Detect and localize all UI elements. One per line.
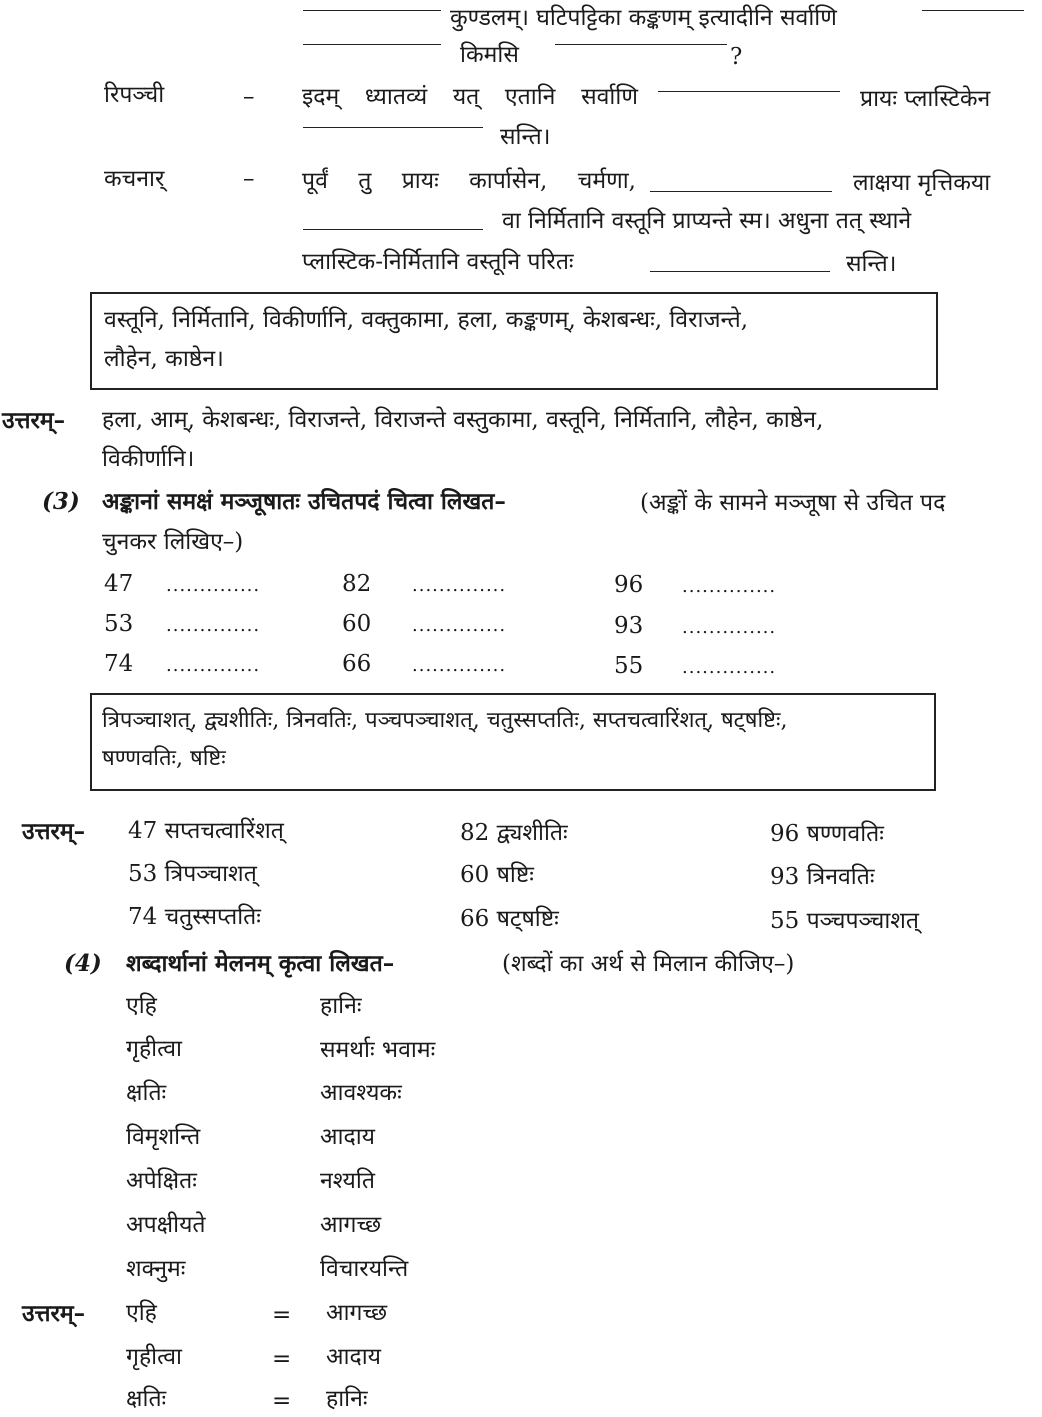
meaning-adaya: आदाय: [320, 1124, 376, 1150]
blank-9[interactable]: [650, 271, 830, 272]
equals: =: [272, 1346, 292, 1372]
ripanchvi-line-1-end: प्रायः प्लास्टिकेन: [860, 86, 991, 112]
blank-2[interactable]: [922, 10, 1024, 11]
num-96: 96: [614, 572, 644, 598]
answer-66: 66 षट्षष्टिः: [460, 906, 559, 932]
ripanchvi-line-2: सन्ति।: [500, 124, 551, 150]
word: एतानि: [504, 84, 556, 110]
dots: ..............: [682, 657, 777, 678]
word-ehi: एहि: [126, 993, 157, 1019]
word: ध्यातव्यं: [364, 84, 428, 110]
answer-label: उत्तरम्–: [22, 1300, 86, 1327]
blank-5[interactable]: [658, 91, 840, 92]
word: इदम्: [302, 84, 340, 110]
dots: ..............: [166, 615, 261, 636]
dots: ..............: [166, 575, 261, 596]
answer-93: 93 त्रिनवतिः: [770, 864, 875, 890]
blank-1[interactable]: [303, 10, 441, 11]
dots: ..............: [412, 575, 507, 596]
num-93: 93: [614, 613, 644, 639]
answer-word: एहि: [126, 1300, 157, 1326]
answer-96: 96 षण्णवतिः: [770, 821, 884, 847]
kachnar-line-3: प्लास्टिक-निर्मितानि वस्तूनि परितः: [302, 249, 574, 275]
answer-line-1: हला, आम्, केशबन्धः, विराजन्ते, विराजन्ते वस्तुकामा, वस्तूनि, निर्मितानि, लौहेन, काष्ठेन,: [102, 407, 824, 433]
num-53: 53: [104, 611, 134, 637]
word: चर्मणा,: [577, 168, 636, 194]
answer-meaning: हानिः: [326, 1386, 368, 1412]
word: प्रायः: [401, 168, 439, 194]
answer-label: उत्तरम्–: [22, 818, 86, 845]
answer-meaning: आगच्छ: [326, 1300, 388, 1326]
word: पूर्वं: [302, 168, 328, 194]
num-47: 47: [104, 571, 134, 597]
kachnar-line-3-end: सन्ति।: [846, 251, 897, 277]
question-instruction-cont: चुनकर लिखिए–): [102, 529, 244, 555]
word-grihitva: गृहीत्वा: [126, 1036, 182, 1062]
dots: ..............: [412, 655, 507, 676]
word-apekshitah: अपेक्षितः: [126, 1168, 197, 1194]
kachnar-line-1-end: लाक्षया मृत्तिकया: [853, 170, 991, 196]
answer-74: 74 चतुस्सप्ततिः: [128, 904, 261, 930]
blank-7[interactable]: [650, 191, 832, 192]
blank-8[interactable]: [303, 229, 483, 230]
meaning-samarthah: समर्थाः भवामः: [320, 1037, 436, 1063]
word: तु: [358, 168, 372, 194]
blank-6[interactable]: [303, 127, 483, 128]
word: कार्पासेन,: [469, 168, 548, 194]
word-box-line-1: वस्तूनि, निर्मितानि, विकीर्णानि, वक्तुकामा, हला, कङ्कणम्, केशबन्धः, विराजन्ते,: [104, 307, 749, 333]
word: सर्वाणि: [581, 84, 638, 110]
question-number: (4): [64, 950, 102, 977]
answer-word: क्षतिः: [126, 1386, 167, 1412]
meaning-hanih: हानिः: [320, 993, 362, 1019]
answer-53: 53 त्रिपञ्चाशत्: [128, 861, 257, 887]
question-instruction: (शब्दों का अर्थ से मिलान कीजिए–): [502, 951, 795, 977]
num-74: 74: [104, 651, 134, 677]
equals: =: [272, 1388, 292, 1414]
num-55: 55: [614, 653, 644, 679]
dots: ..............: [166, 655, 261, 676]
answer-line-2: विकीर्णानि।: [102, 446, 195, 472]
question-heading: शब्दार्थानां मेलनम् कृत्वा लिखत–: [126, 950, 395, 977]
fill-line-2: किमसि: [460, 42, 519, 68]
word-shaknumah: शक्नुमः: [126, 1256, 186, 1282]
num-66: 66: [342, 651, 372, 677]
word-apakshiyate: अपक्षीयते: [126, 1212, 206, 1238]
fill-line-1: कुण्डलम्। घटिपट्टिका कङ्कणम् इत्यादीनि सर्वाणि: [450, 5, 837, 31]
number-word-box-line-2: षण्णवतिः, षष्टिः: [102, 746, 226, 771]
speaker-kachnar: कचनार्: [104, 166, 165, 192]
answer-60: 60 षष्टिः: [460, 862, 534, 888]
word-box-line-2: लौहेन, काष्ठेन।: [104, 346, 224, 372]
kachnar-line-1: [302, 168, 636, 196]
number-word-box-line-1: त्रिपञ्चाशत्, द्व्यशीतिः, त्रिनवतिः, पञ्चपञ्चाशत्, चतुस्सप्ततिः, सप्तचत्वारिंशत्, षट्षष्टिः,: [102, 708, 788, 733]
answer-label: उत्तरम्–: [2, 407, 66, 434]
num-60: 60: [342, 611, 372, 637]
meaning-agachchha: आगच्छ: [320, 1212, 382, 1238]
question-number: (3): [42, 488, 80, 515]
dots: ..............: [682, 617, 777, 638]
answer-82: 82 द्व्यशीतिः: [460, 820, 568, 846]
word-kshatih: क्षतिः: [126, 1080, 167, 1106]
meaning-nashyati: नश्यति: [320, 1168, 375, 1194]
speaker-ripanchvi: रिपञ्ची: [104, 82, 165, 108]
blank-4[interactable]: [555, 44, 727, 45]
blank-3[interactable]: [303, 44, 441, 45]
dots: ..............: [682, 576, 777, 597]
speaker-dash: –: [243, 166, 255, 192]
speaker-dash: –: [243, 84, 255, 110]
dots: ..............: [412, 615, 507, 636]
kachnar-line-2: वा निर्मितानि वस्तूनि प्राप्यन्ते स्म। अधुना तत् स्थाने: [502, 208, 912, 234]
question-mark: ?: [730, 44, 743, 70]
meaning-avashyakah: आवश्यकः: [320, 1080, 402, 1106]
answer-word: गृहीत्वा: [126, 1344, 182, 1370]
equals: =: [272, 1302, 292, 1328]
num-82: 82: [342, 571, 372, 597]
ripanchvi-line-1: [302, 84, 638, 112]
answer-meaning: आदाय: [326, 1344, 382, 1370]
answer-55: 55 पञ्चपञ्चाशत्: [770, 908, 920, 934]
word-vimrishanti: विमृशन्ति: [126, 1124, 201, 1150]
meaning-vicharayanti: विचारयन्ति: [320, 1256, 409, 1282]
question-instruction: (अङ्कों के सामने मञ्जूषा से उचित पद: [640, 490, 946, 516]
question-heading: अङ्कानां समक्षं मञ्जूषातः उचितपदं चित्वा लिखत–: [102, 488, 506, 515]
word: यत्: [452, 84, 480, 110]
answer-47: 47 सप्तचत्वारिंशत्: [128, 818, 284, 844]
